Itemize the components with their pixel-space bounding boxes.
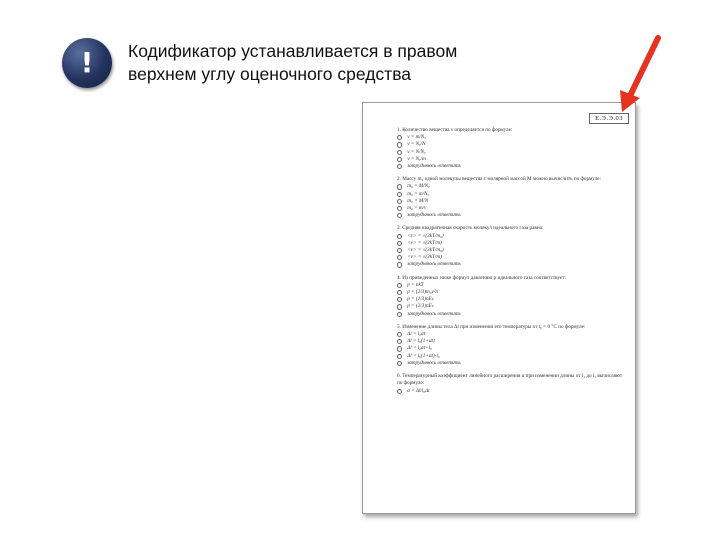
radio-icon (397, 312, 402, 317)
answer-option (397, 198, 625, 205)
question-text: 6. Температурный коэффициент линейного расширения α при изменении длины от l₁ до l₂ вычисляют по формуле: (397, 373, 623, 387)
option-text: ν = Nₐ/N (407, 141, 426, 148)
radio-icon (397, 297, 402, 302)
answer-option (397, 233, 625, 240)
radio-icon (397, 234, 402, 239)
option-text: p = nkT (407, 281, 424, 288)
radio-icon (397, 184, 402, 189)
radio-icon (397, 142, 402, 147)
option-text: <v> = √(2kT/m) (407, 239, 442, 246)
option-text: Δl = l₀(1+αt) (407, 338, 435, 345)
radio-icon (397, 339, 402, 344)
answer-option (397, 360, 625, 367)
answer-option (397, 149, 625, 156)
option-text: p = (1/3)nEₖ (407, 296, 434, 303)
question-text: 5. Изменение длины тела Δl при изменении его температуры от t₀ = 0 °C по формуле: (397, 323, 586, 330)
question-block (397, 176, 625, 219)
option-text: ν = N/Nₐ (407, 148, 426, 155)
answer-option (397, 345, 625, 352)
answer-option (397, 163, 625, 170)
radio-icon (397, 354, 402, 359)
exclamation-badge-icon: ! (62, 38, 112, 88)
radio-icon (397, 346, 402, 351)
radio-icon (397, 206, 402, 211)
answer-option (397, 388, 625, 395)
radio-icon (397, 389, 402, 394)
answer-option (397, 156, 625, 163)
radio-icon (397, 361, 402, 366)
answer-option (397, 353, 625, 360)
option-text: затрудняюсь ответить (407, 310, 461, 317)
caption-line-1: Кодификатор устанавливается в правом (128, 41, 458, 61)
radio-icon (397, 283, 402, 288)
assessment-document-thumbnail (362, 102, 636, 514)
question-text: 1. Количество вещества ν определяется по формуле: (397, 127, 513, 133)
option-text: затрудняюсь ответить (407, 261, 461, 268)
option-text: α = Δl/l₀Δt (407, 387, 430, 394)
option-text: m₀ = m/Nₐ (407, 190, 429, 197)
option-text: Δl = l₀αt+l₀ (407, 345, 432, 352)
question-text: 4. Из приведенных ниже формул давлению p идеального газа соответствует: (397, 274, 566, 281)
radio-icon (397, 164, 402, 169)
radio-icon (397, 255, 402, 260)
radio-icon (397, 199, 402, 204)
radio-icon (397, 135, 402, 140)
option-text: затрудняюсь ответить (407, 212, 461, 219)
question-block (397, 275, 625, 318)
answer-option (397, 261, 625, 268)
option-text: m₀ = m/ν (407, 205, 427, 212)
answer-option (397, 191, 625, 198)
answer-option (397, 212, 625, 219)
radio-icon (397, 241, 402, 246)
questions-list (397, 127, 625, 401)
slide-caption (128, 40, 548, 86)
option-text: p = (2/3)nEₖ (407, 303, 434, 310)
radio-icon (397, 262, 402, 267)
radio-icon (397, 332, 402, 337)
question-block (397, 373, 625, 395)
option-text: <v> = √(3kT/m₀) (407, 232, 444, 239)
codifier-box: Е.Э.Э.03 (589, 113, 629, 124)
option-text: Δl = l₀(1+αt)-l₀ (407, 352, 440, 359)
option-text: p = (2/3)m₀v²n (407, 289, 438, 296)
radio-icon (397, 304, 402, 309)
option-text: Δl = l₀αt (407, 331, 426, 338)
answer-option (397, 240, 625, 247)
answer-option (397, 183, 625, 190)
question-text: 3. Средняя квадратичная скорость молекул идеального газа равна: (397, 225, 544, 232)
radio-icon (397, 213, 402, 218)
option-text: m₀ = M/N (407, 197, 429, 204)
option-text: <v> = √(3kT/m₀) (407, 247, 444, 254)
question-text: 2. Массу m₀ одной молекулы вещества с молярной массой M можно вычислить по формуле: (397, 176, 601, 183)
option-text: ν = m/Nₐ (407, 134, 426, 141)
radio-icon (397, 157, 402, 162)
question-block (397, 225, 625, 268)
answer-option (397, 303, 625, 310)
option-text: m₀ = M/Nₐ (407, 183, 430, 190)
option-text: <v> = √(3kT/m) (407, 254, 442, 261)
answer-option (397, 338, 625, 345)
radio-icon (397, 150, 402, 155)
answer-option (397, 282, 625, 289)
radio-icon (397, 290, 402, 295)
question-block (397, 127, 625, 170)
radio-icon (397, 192, 402, 197)
answer-option (397, 134, 625, 141)
option-text: затрудняюсь ответить (407, 163, 461, 170)
question-block (397, 324, 625, 367)
option-text: затрудняюсь ответить (407, 359, 461, 366)
answer-option (397, 141, 625, 148)
caption-line-2: верхнем углу оценочного средства (128, 64, 412, 84)
option-text: ν = Nₐ/m (407, 155, 426, 162)
answer-option (397, 311, 625, 318)
radio-icon (397, 248, 402, 253)
